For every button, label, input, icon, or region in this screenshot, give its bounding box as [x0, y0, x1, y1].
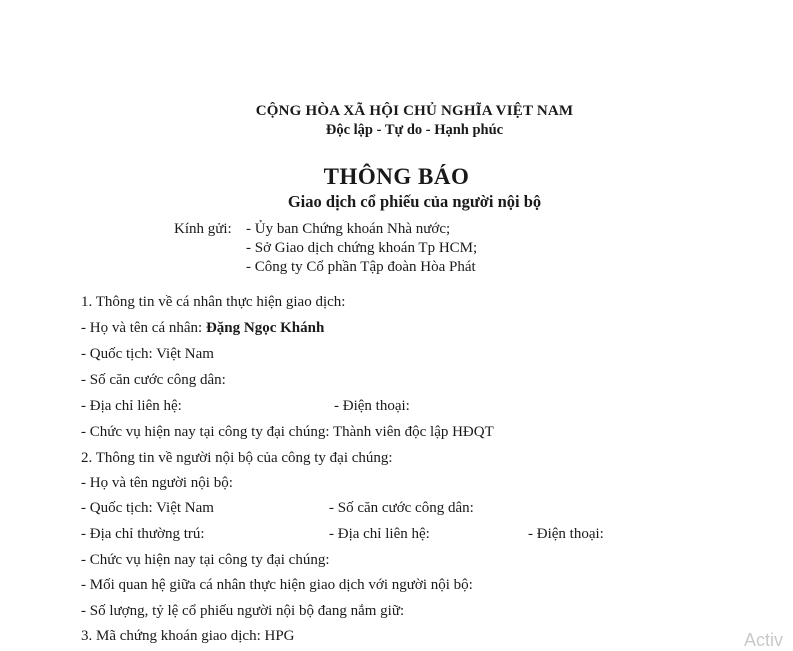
activation-watermark: Activ: [744, 630, 784, 650]
country-header: CỘNG HÒA XÃ HỘI CHỦ NGHĨA VIỆT NAM: [255, 103, 574, 119]
section1-heading: 1. Thông tin về cá nhân thực hiện giao dịch:: [81, 294, 346, 310]
recipients-label: Kính gửi:: [174, 221, 232, 237]
section2-heading: 2. Thông tin về người nội bộ của công ty đại chúng:: [81, 450, 393, 466]
document-title: THÔNG BÁO: [323, 164, 470, 189]
insider-permanent-address: - Địa chỉ thường trú:: [81, 526, 205, 542]
individual-nationality: - Quốc tịch: Việt Nam: [81, 346, 214, 362]
individual-name-row: [81, 320, 324, 337]
section3-ticker: 3. Mã chứng khoán giao dịch: HPG: [81, 628, 295, 644]
document-subtitle: Giao dịch cổ phiếu của người nội bộ: [287, 192, 542, 211]
individual-phone: - Điện thoại:: [334, 398, 410, 414]
insider-position: - Chức vụ hiện nay tại công ty đại chúng:: [81, 552, 330, 568]
individual-name-label: - Họ và tên cá nhân:: [81, 320, 206, 336]
motto: Độc lập - Tự do - Hạnh phúc: [325, 122, 504, 138]
recipient-item: - Sở Giao dịch chứng khoán Tp HCM;: [246, 240, 478, 256]
insider-holdings: - Số lượng, tỷ lệ cổ phiếu người nội bộ đang nắm giữ:: [81, 603, 405, 619]
individual-name-value: Đặng Ngọc Khánh: [205, 320, 325, 336]
insider-phone: - Điện thoại:: [528, 526, 604, 542]
insider-relationship: - Mối quan hệ giữa cá nhân thực hiện giao dịch với người nội bộ:: [81, 577, 473, 593]
individual-address: - Địa chỉ liên hệ:: [81, 398, 182, 414]
individual-id-card: - Số căn cước công dân:: [81, 372, 226, 388]
insider-name: - Họ và tên người nội bộ:: [81, 475, 233, 491]
insider-contact-address: - Địa chỉ liên hệ:: [329, 526, 430, 542]
insider-nationality: - Quốc tịch: Việt Nam: [81, 500, 214, 516]
insider-id-card: - Số căn cước công dân:: [329, 500, 474, 516]
individual-position: - Chức vụ hiện nay tại công ty đại chúng: Thành viên độc lập HĐQT: [81, 424, 494, 440]
recipient-item: - Công ty Cổ phần Tập đoàn Hòa Phát: [246, 259, 476, 275]
recipient-item: - Ủy ban Chứng khoán Nhà nước;: [246, 221, 451, 237]
